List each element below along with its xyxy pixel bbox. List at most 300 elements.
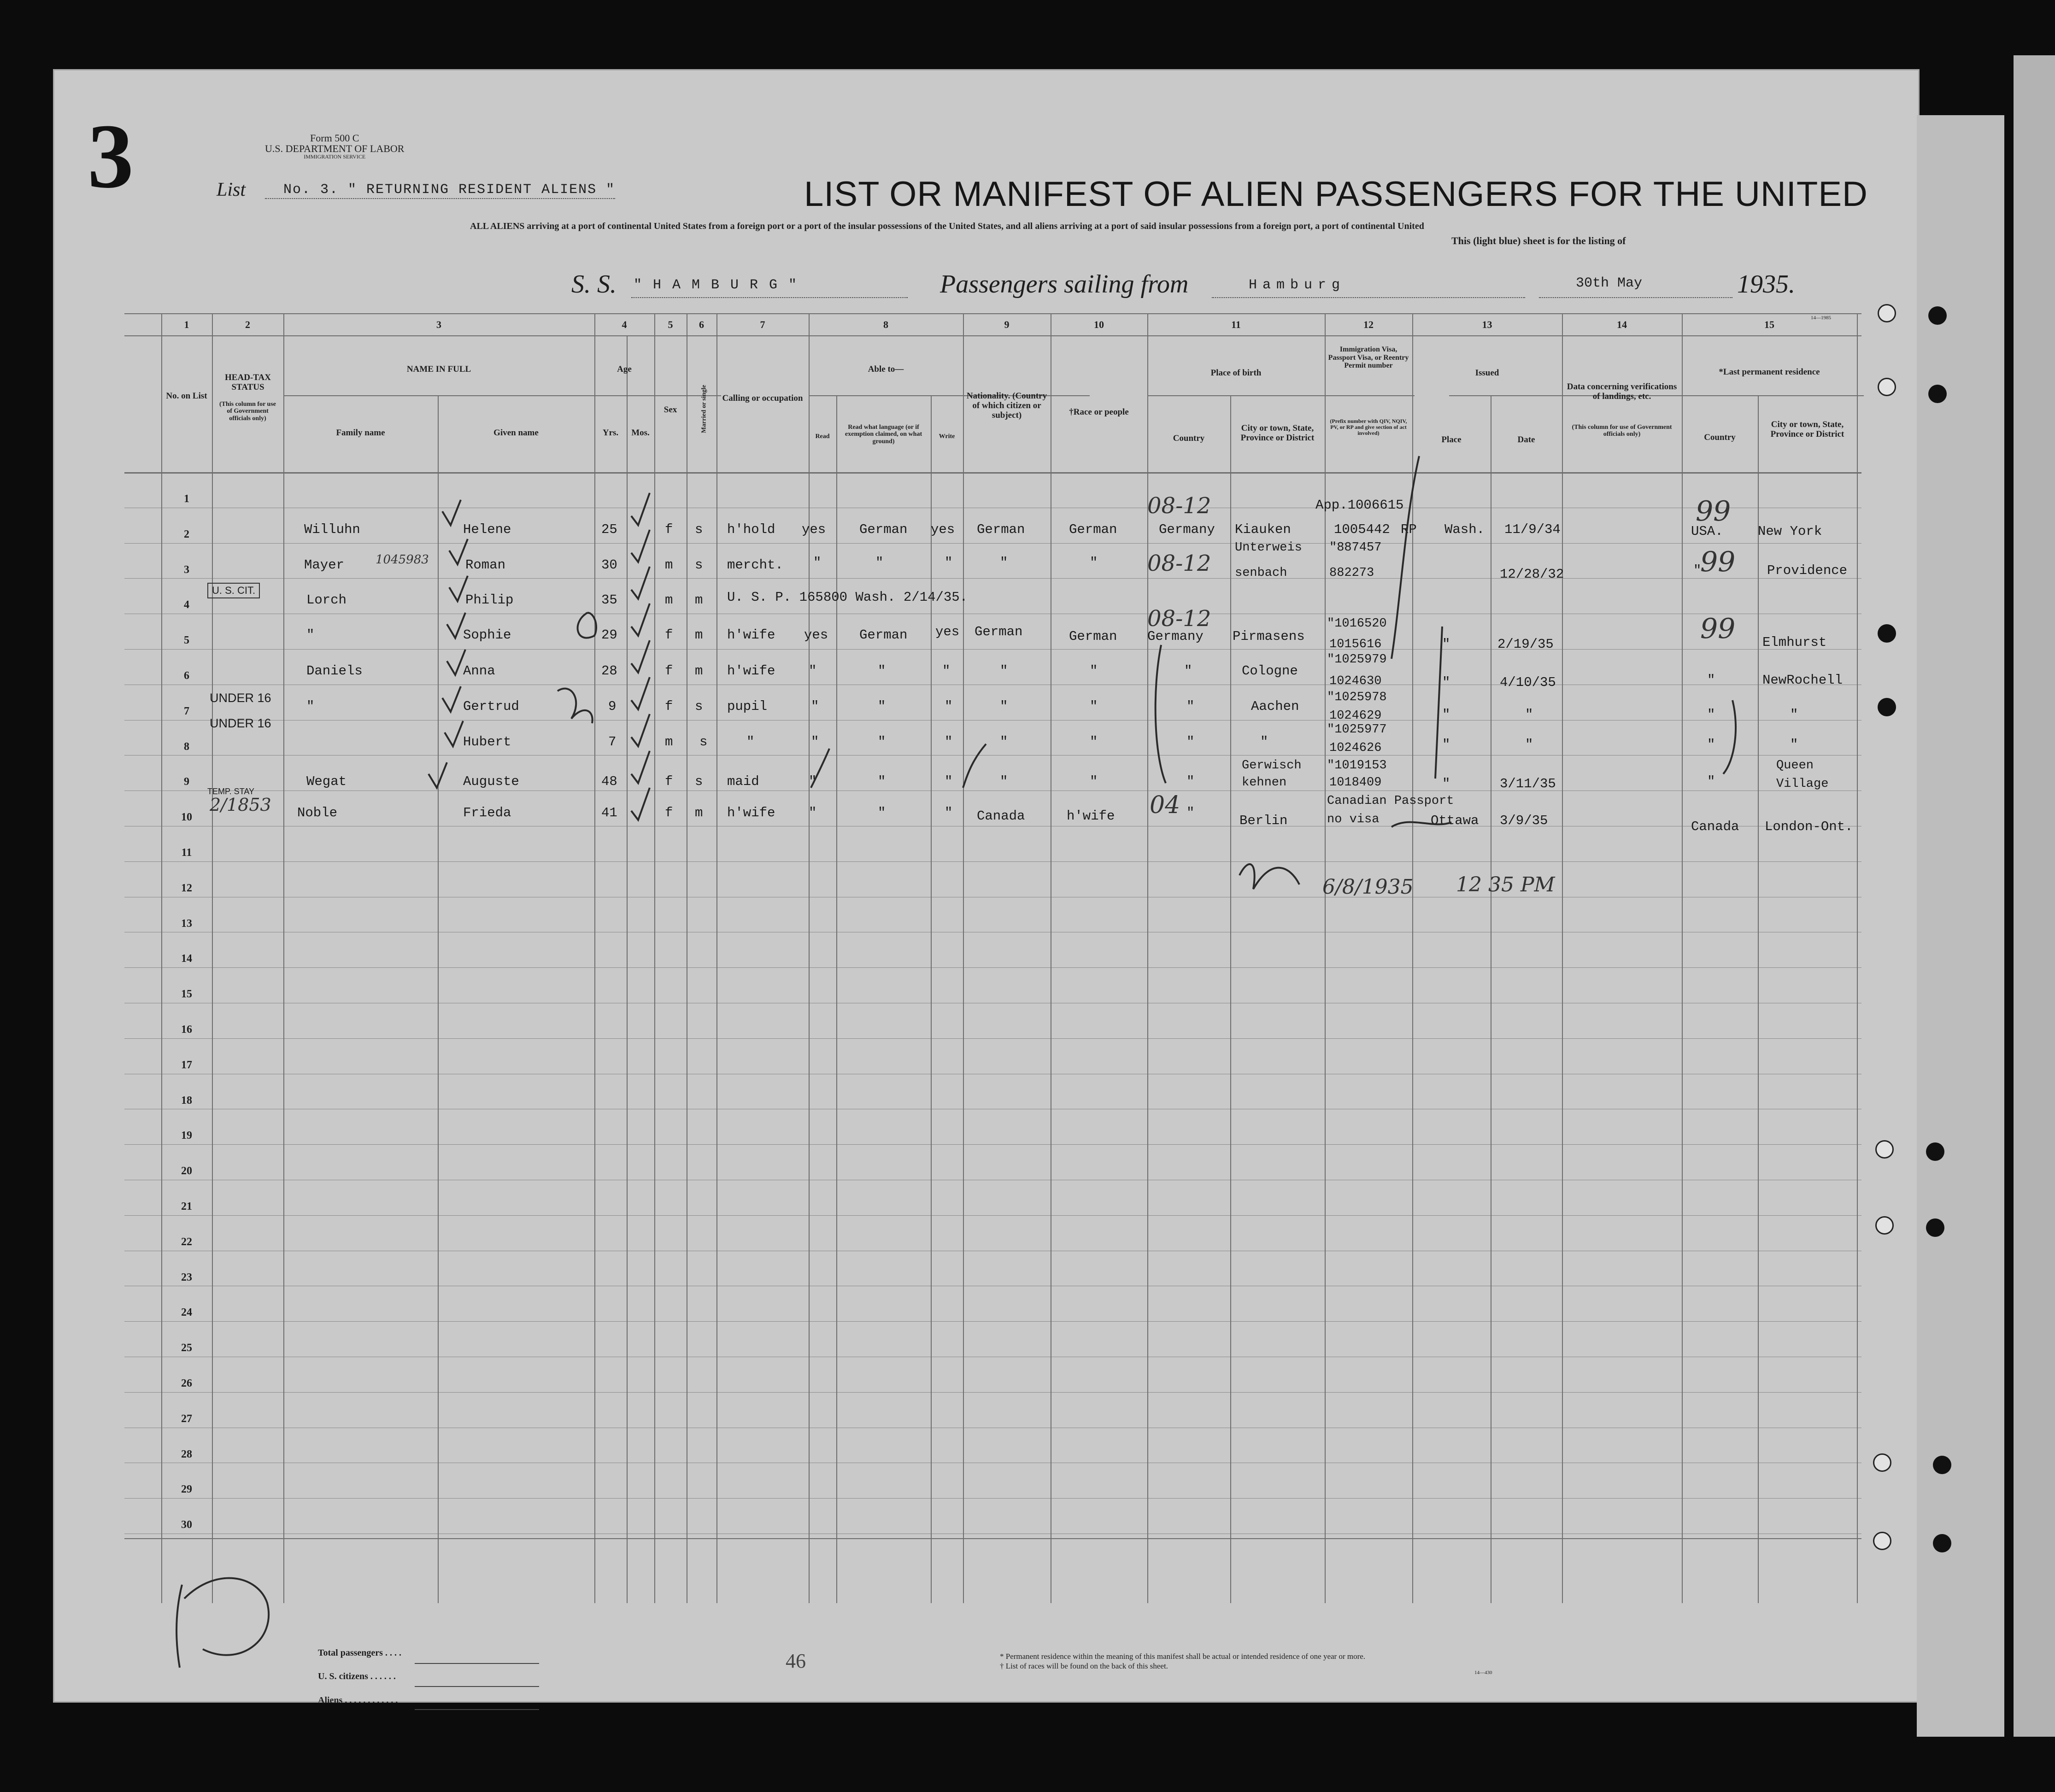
row6-visa: "1025978: [1327, 691, 1387, 704]
row6-res-city: ": [1790, 707, 1798, 722]
hdr-yrs: Yrs.: [602, 428, 619, 438]
row6-race: ": [1090, 699, 1098, 714]
row8-occupation: maid: [727, 774, 759, 789]
row4-visa-2: 1015616: [1329, 638, 1382, 651]
footnotes: [1000, 1651, 1365, 1671]
row1-write: yes: [931, 522, 955, 537]
res-stroke: [1723, 700, 1736, 774]
age-check: [631, 640, 650, 673]
row5-race: ": [1090, 663, 1098, 679]
row6-visa-2: 1024629: [1329, 709, 1382, 723]
row4-race: German: [1069, 629, 1117, 644]
check-mark: [442, 500, 461, 525]
row1-visa-stamp: RP: [1401, 522, 1417, 537]
check-mark: [449, 539, 468, 564]
row-number: 12: [181, 882, 192, 894]
row9-language: ": [878, 805, 886, 820]
age-check: [631, 603, 650, 636]
row9-birth-country: ": [1186, 805, 1195, 820]
hand-headtax-row9: 2/1853: [210, 795, 271, 815]
row-number: 9: [184, 776, 189, 788]
row1-issued-place: Wash.: [1444, 522, 1485, 537]
hdr-no-on-list: No. on List: [166, 391, 207, 401]
row-number: 29: [181, 1483, 192, 1496]
page-number: 46: [786, 1650, 806, 1672]
row4-language: German: [859, 627, 908, 643]
row8-race: ": [1090, 774, 1098, 789]
row8-sex: f: [665, 774, 673, 789]
row7-headtax-stamp: UNDER 16: [210, 716, 271, 730]
row3-sex: m: [665, 592, 673, 608]
row3-marital: m: [695, 592, 703, 608]
hdr-birth-country: Country: [1173, 433, 1205, 443]
hdr-landings-note: (This column for use of Government officials only): [1572, 424, 1672, 438]
form-number: Form 500 C: [310, 132, 359, 144]
row7-birth-country: ": [1186, 734, 1195, 750]
row7-race: ": [1090, 734, 1098, 750]
row7-sex: m: [665, 734, 673, 750]
row-number: 8: [184, 740, 189, 753]
binder-hole: [1875, 1216, 1894, 1235]
initials-scribble: [578, 613, 596, 638]
mark-stroke: [811, 749, 829, 788]
row4-birth-country: Germany: [1147, 629, 1204, 644]
row5-write: ": [942, 663, 951, 679]
row2-given: Roman: [465, 557, 506, 573]
row8-birth-city-2: kehnen: [1242, 776, 1287, 790]
hdr-issued-date: Date: [1517, 435, 1535, 445]
row-number: 18: [181, 1094, 192, 1107]
row4-sex: f: [665, 627, 673, 643]
row6-issued-date: ": [1525, 707, 1533, 722]
sailing-date: 30th May: [1576, 275, 1643, 291]
row2-res-city: Providence: [1767, 563, 1848, 578]
row4-visa: "1016520: [1327, 617, 1387, 631]
row2-marital: s: [695, 557, 703, 573]
hand-note-row1: 08-12: [1147, 493, 1211, 519]
row1-read: yes: [802, 522, 826, 537]
row1-visa-app: App.1006615: [1315, 498, 1404, 513]
row2-nationality: ": [1000, 555, 1008, 570]
colnum-5: 5: [668, 319, 673, 330]
row2-visa: "887457: [1329, 541, 1382, 555]
check-mark: [447, 613, 465, 638]
row-number: 27: [181, 1412, 192, 1425]
row4-occupation: h'wife: [727, 627, 775, 643]
check-mark: [445, 721, 463, 746]
row9-scribble: [1392, 822, 1451, 827]
row-number: 16: [181, 1024, 192, 1036]
row5-nationality: ": [1000, 663, 1008, 679]
colnum-8: 8: [883, 319, 888, 330]
row1-res-country: USA.: [1691, 524, 1723, 539]
list-value: No. 3. " RETURNING RESIDENT ALIENS ": [283, 182, 616, 198]
row6-language: ": [878, 699, 886, 714]
row7-marital: s: [699, 734, 708, 750]
row2-read: ": [813, 555, 822, 570]
hdr-age: Age: [617, 364, 632, 374]
row-number: 1: [184, 493, 189, 505]
row9-visa: Canadian Passport: [1327, 794, 1454, 808]
hand-note-row2: 08-12: [1147, 550, 1211, 576]
row4-read: yes: [804, 627, 828, 643]
row7-visa: "1025977: [1327, 723, 1387, 737]
row5-age: 28: [601, 663, 617, 679]
row8-marital: s: [695, 774, 703, 789]
hdr-race: †Race or people: [1069, 407, 1129, 417]
row8-nationality: ": [1000, 774, 1008, 789]
row1-language: German: [859, 522, 908, 537]
row1-nationality: German: [977, 522, 1025, 537]
row-number: 13: [181, 917, 192, 930]
row-number: 11: [181, 847, 192, 859]
check-mark: [442, 686, 461, 712]
hdr-family-name: Family name: [336, 428, 385, 438]
row5-family: Daniels: [306, 663, 363, 679]
row7-write: ": [945, 734, 953, 750]
row8-read: ": [809, 774, 817, 789]
row-number: 5: [184, 634, 189, 647]
row6-sex: f: [665, 699, 673, 714]
hdr-nationality: Nationality. (Country of which citizen or subject): [966, 391, 1047, 420]
colnum-6: 6: [699, 319, 704, 330]
row8-write: ": [945, 774, 953, 789]
hand-99-row4: 99: [1700, 613, 1736, 645]
row7-visa-2: 1024626: [1329, 741, 1382, 755]
row5-language: ": [878, 663, 886, 679]
colnum-10: 10: [1094, 319, 1104, 330]
row1-sex: f: [665, 522, 673, 537]
row8-visa-2: 1018409: [1329, 776, 1382, 790]
row-number: 10: [181, 811, 192, 824]
list-label: List: [217, 179, 246, 200]
colnum-9: 9: [1004, 319, 1010, 330]
row4-given: Sophie: [463, 627, 511, 643]
department-name: U.S. DEPARTMENT OF LABOR: [265, 143, 405, 155]
row1-age: 25: [601, 522, 617, 537]
row6-issued-place: ": [1442, 707, 1450, 722]
colnum-14: 14: [1617, 319, 1627, 330]
row1-marital: s: [695, 522, 703, 537]
colnum-12: 12: [1363, 319, 1374, 330]
total-passengers-label: Total passengers . . . .: [318, 1648, 401, 1658]
row-number: 20: [181, 1165, 192, 1177]
row-number: 2: [184, 528, 189, 540]
row9-race: h'wife: [1067, 808, 1115, 824]
colnum-2: 2: [245, 319, 250, 330]
age-check: [631, 530, 650, 562]
row-number: 19: [181, 1130, 192, 1142]
hdr-place-of-birth: Place of birth: [1210, 368, 1262, 378]
row4-issued-date: 2/19/35: [1497, 637, 1554, 652]
row1-occupation: h'hold: [727, 522, 775, 537]
hdr-able-to: Able to—: [868, 364, 904, 374]
sheet-number: 3: [88, 105, 134, 207]
hdr-write: Write: [939, 433, 955, 440]
row5-issued-place: ": [1442, 675, 1450, 690]
row8-res-city-2: Village: [1776, 777, 1829, 791]
row7-res-city: ": [1790, 737, 1798, 752]
colnum-7: 7: [760, 319, 765, 330]
row-number: 25: [181, 1342, 192, 1354]
row7-given: Hubert: [463, 734, 511, 750]
row8-age: 48: [601, 774, 617, 789]
ship-name: " H A M B U R G ": [634, 277, 799, 293]
row6-read: ": [811, 699, 819, 714]
row6-given: Gertrud: [463, 699, 519, 714]
age-check: [631, 677, 650, 709]
row9-read: ": [809, 805, 817, 820]
check-mark: [447, 650, 465, 675]
row7-issued-place: ": [1442, 737, 1450, 752]
row6-marital: s: [695, 699, 703, 714]
row8-birth-country: ": [1186, 774, 1195, 789]
row1-race: German: [1069, 522, 1117, 537]
row7-language: ": [878, 734, 886, 750]
row4-res-city: Elmhurst: [1762, 635, 1827, 650]
hdr-landings: Data concerning verifications of landings, etc.: [1567, 382, 1677, 401]
row9-birth-city: Berlin: [1239, 813, 1288, 828]
row8-birth-city: Gerwisch: [1242, 759, 1302, 773]
hdr-read-language: Read what language (or if exemption claimed, on what ground): [845, 424, 922, 445]
form-code-top: 14—1985: [1811, 315, 1831, 321]
hdr-last-residence: *Last permanent residence: [1719, 367, 1820, 377]
sailing-port: Hamburg: [1249, 277, 1346, 293]
row2-birth-city-2: senbach: [1235, 566, 1287, 580]
initials-scribble: [558, 689, 593, 723]
hand-note-row9: 04: [1150, 791, 1180, 819]
sailing-label: Passengers sailing from: [940, 270, 1189, 299]
check-mark: [449, 576, 468, 601]
row-number: 17: [181, 1059, 192, 1071]
row3-family: Lorch: [306, 592, 347, 608]
row1-family: Willuhn: [304, 522, 360, 537]
binder-hole: [1928, 306, 1947, 325]
row8-visa: "1019153: [1327, 759, 1387, 773]
row4-family: ": [306, 627, 315, 643]
row4-write: yes: [935, 624, 960, 639]
form-code: 14—430: [1474, 1670, 1492, 1675]
row2-res-country: ": [1693, 563, 1702, 578]
row7-read: ": [811, 734, 819, 750]
row3-age: 35: [601, 592, 617, 608]
age-check: [631, 493, 650, 525]
row9-visa-2: no visa: [1327, 813, 1380, 826]
row5-res-country: ": [1707, 673, 1715, 688]
row4-nationality: German: [975, 624, 1023, 639]
row-number: 30: [181, 1519, 192, 1531]
row1-visa: 1005442: [1334, 522, 1390, 537]
row2-occupation: mercht.: [727, 557, 783, 573]
row5-birth-country: ": [1184, 663, 1192, 679]
binder-hole: [1878, 698, 1896, 716]
margin-scribble: [176, 1578, 269, 1668]
row2-family: Mayer: [304, 557, 345, 573]
citizens-field-line: [415, 1686, 539, 1687]
binder-hole: [1873, 1453, 1891, 1472]
row9-sex: f: [665, 805, 673, 820]
row5-visa-2: 1024630: [1329, 674, 1382, 688]
row9-occupation: h'wife: [727, 805, 775, 820]
hdr-birth-city: City or town, State, Province or District: [1240, 423, 1315, 443]
row9-issued-date: 3/9/35: [1500, 813, 1548, 828]
row-number: 7: [184, 705, 189, 717]
hdr-read: Read: [815, 433, 830, 440]
footnote-races: † List of races will be found on the back of this sheet.: [1000, 1662, 1168, 1671]
row2-language: ": [875, 555, 884, 570]
binder-hole: [1873, 1532, 1891, 1550]
colnum-3: 3: [436, 319, 441, 330]
row5-birth-city: Cologne: [1242, 663, 1298, 679]
hand-inspection-date: 6/8/1935: [1322, 875, 1414, 899]
hand-note-mayer: 1045983: [376, 553, 429, 567]
row-number: 24: [181, 1306, 192, 1319]
row2-visa-2: 882273: [1329, 566, 1374, 580]
hdr-calling: Calling or occupation: [722, 393, 803, 403]
check-mark: [429, 762, 447, 788]
binder-hole: [1933, 1456, 1951, 1474]
row7-birth-city: ": [1260, 734, 1268, 750]
row8-language: ": [878, 774, 886, 789]
total-field-line: [415, 1663, 539, 1664]
row4-issued-place: ": [1442, 637, 1450, 652]
service-name: IMMIGRATION SERVICE: [304, 153, 366, 160]
hdr-issued: Issued: [1475, 368, 1499, 378]
hdr-head-tax: HEAD-TAX STATUS: [225, 373, 271, 392]
birth-stroke: [1156, 645, 1166, 783]
row5-marital: m: [695, 663, 703, 679]
hand-99-row1: 99: [1696, 495, 1731, 527]
aliens-field-line: [415, 1709, 539, 1710]
row1-birth-city: Kiauken: [1235, 522, 1291, 537]
colnum-4: 4: [622, 319, 627, 330]
row5-read: ": [809, 663, 817, 679]
row4-birth-city: Pirmasens: [1233, 629, 1305, 644]
us-citizens-label: U. S. citizens . . . . . .: [318, 1671, 396, 1681]
row-number: 23: [181, 1271, 192, 1283]
row6-family: ": [306, 699, 315, 714]
page-title: LIST OR MANIFEST OF ALIEN PASSENGERS FOR THE UNITED: [804, 175, 1868, 214]
row6-nationality: ": [1000, 699, 1008, 714]
row7-nationality: ": [1000, 734, 1008, 750]
row3-note: U. S. P. 165800 Wash. 2/14/35.: [727, 590, 968, 605]
row3-headtax-stamp: U. S. CIT.: [207, 583, 260, 598]
row5-visa: "1025979: [1327, 653, 1387, 667]
issued-stroke: [1435, 627, 1442, 779]
row6-res-country: ": [1707, 707, 1715, 722]
row1-birth-country: Germany: [1159, 522, 1215, 537]
row6-age: 9: [608, 699, 616, 714]
row7-res-country: ": [1707, 737, 1715, 752]
row6-headtax-stamp: UNDER 16: [210, 691, 271, 705]
subtitle-sheet: This (light blue) sheet is for the listing of: [1451, 235, 1626, 246]
row8-issued-place: ": [1442, 776, 1450, 791]
row6-write: ": [945, 699, 953, 714]
row9-headtax-stamp: TEMP. STAY: [207, 787, 255, 796]
binder-hole: [1926, 1218, 1944, 1237]
hand-note-row4: 08-12: [1147, 606, 1211, 632]
colnum-15: 15: [1764, 319, 1774, 330]
hand-99-row2: 99: [1700, 546, 1736, 578]
hdr-sex: Sex: [663, 405, 677, 415]
age-check: [631, 751, 650, 783]
footnote-residence: * Permanent residence within the meaning of this manifest shall be actual or intended residence of one year or more.: [1000, 1652, 1366, 1661]
row-number: 21: [181, 1201, 192, 1212]
row8-res-country: ": [1707, 774, 1715, 789]
row1-res-city: New York: [1758, 524, 1822, 539]
hdr-given-name: Given name: [493, 428, 539, 438]
mark-stroke: [963, 744, 986, 788]
row2-sex: m: [665, 557, 673, 573]
hdr-res-country: Country: [1704, 433, 1736, 442]
binder-hole: [1878, 378, 1896, 396]
row-number: 6: [184, 670, 189, 682]
row5-occupation: h'wife: [727, 663, 775, 679]
hdr-visa-note: (Prefix number with QIV, NQIV, PV, or RP and give section of act involved): [1330, 418, 1407, 437]
hand-inspection-time: 12 35 PM: [1456, 873, 1555, 896]
row-number: 15: [181, 988, 192, 1001]
age-check: [631, 567, 650, 599]
hdr-name-in-full: NAME IN FULL: [406, 364, 471, 374]
row6-occupation: pupil: [727, 699, 768, 714]
row9-given: Frieda: [463, 805, 511, 820]
subtitle-aliens: ALL ALIENS arriving at a port of continental United States from a foreign port or a port of the insular possessions of the United States, and all aliens arriving at a port of said insular possessions from a foreign port, a port of continental United: [470, 221, 1424, 231]
row2-race: ": [1090, 555, 1098, 570]
inspector-signature: [1239, 864, 1299, 889]
hdr-visa: Immigration Visa, Passport Visa, or Reentry Permit number: [1328, 346, 1409, 370]
row2-write: ": [945, 555, 953, 570]
row4-age: 29: [601, 627, 617, 643]
hdr-head-tax-note: (This column for use of Government officials only): [219, 401, 276, 422]
row8-issued-date: 3/11/35: [1500, 776, 1556, 791]
binder-hole: [1926, 1142, 1944, 1161]
row6-birth-country: ": [1186, 699, 1195, 714]
ss-label: S. S.: [571, 270, 616, 299]
hdr-married: Married or single: [700, 385, 708, 433]
binder-hole: [1878, 304, 1896, 322]
row-number: 14: [181, 953, 192, 965]
row5-res-city: NewRochell: [1762, 673, 1843, 688]
row5-given: Anna: [463, 663, 495, 679]
row7-occupation: ": [746, 734, 755, 750]
row1-issued-date: 11/9/34: [1504, 522, 1561, 537]
row9-res-city: London-Ont.: [1765, 819, 1853, 834]
row1-given: Helene: [463, 522, 511, 537]
colnum-11: 11: [1231, 319, 1241, 330]
row-number: 3: [184, 563, 189, 576]
row4-marital: m: [695, 627, 703, 643]
row2-birth-city: Unterweis: [1235, 541, 1302, 555]
row5-sex: f: [665, 663, 673, 679]
hdr-res-city: City or town, State, Province or District: [1770, 420, 1844, 439]
colnum-1: 1: [184, 319, 189, 330]
row9-res-country: Canada: [1691, 819, 1739, 834]
row9-write: ": [945, 805, 953, 820]
binder-hole: [1878, 624, 1896, 643]
age-check: [631, 714, 650, 746]
aliens-label: Aliens . . . . . . . . . . . .: [318, 1695, 398, 1705]
colnum-13: 13: [1482, 319, 1492, 330]
row-number: 4: [184, 599, 189, 611]
row2-issued-date: 12/28/32: [1500, 567, 1564, 582]
binder-hole: [1875, 1140, 1894, 1159]
row2-age: 30: [601, 557, 617, 573]
row8-given: Auguste: [463, 774, 519, 789]
row6-birth-city: Aachen: [1251, 699, 1299, 714]
row-number: 22: [181, 1236, 192, 1248]
row3-given: Philip: [465, 592, 514, 608]
row9-nationality: Canada: [977, 808, 1025, 824]
